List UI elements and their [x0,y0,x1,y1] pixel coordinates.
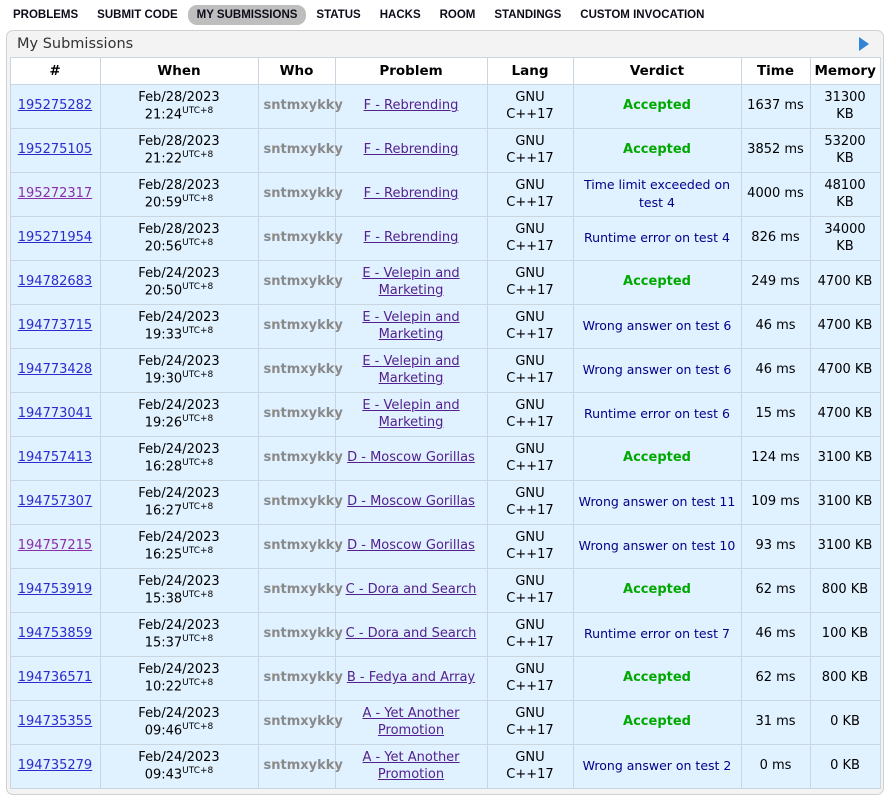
problem-cell [335,173,487,217]
verdict-rejected: Runtime error on test 4 [584,229,730,245]
timezone-label: UTC+8 [182,633,214,644]
submission-id-cell [10,305,100,349]
problem-link[interactable]: F - Rebrending [363,186,459,202]
verdict-accepted: Accepted [623,582,691,598]
verdict-cell [573,657,741,701]
verdict-cell [573,393,741,437]
lang-cell: GNU C++17 [487,437,573,481]
problem-link[interactable]: C - Dora and Search [345,582,477,598]
header-row [10,58,880,85]
submission-id-link[interactable]: 194773715 [17,318,93,334]
participant-name: sntmxykky [263,230,343,246]
when-cell: Feb/28/2023 $20:56^{UTC+8}$ [100,217,258,261]
participant-name: sntmxykky [263,626,343,642]
when-cell: Feb/24/2023 $19:30^{UTC+8}$ [100,349,258,393]
memory-cell: 53200 KB [810,129,880,173]
verdict-accepted: Accepted [623,98,691,114]
submission-id-link[interactable]: 194773428 [17,362,93,378]
verdict-cell [573,349,741,393]
column-header-lang: Lang [487,58,573,85]
submission-row [10,393,880,437]
who-cell [258,349,343,393]
who-cell [258,613,343,657]
submission-row [10,701,880,745]
submission-id-link[interactable]: 194757215 [17,538,93,554]
verdict-cell [573,437,741,481]
lang-cell: GNU C++17 [487,481,573,525]
problem-link[interactable]: F - Rebrending [363,98,459,114]
verdict-rejected: Wrong answer on test 6 [582,361,732,377]
column-header-id: # [10,58,100,85]
problem-link[interactable]: F - Rebrending [363,230,459,246]
memory-cell: 48100 KB [810,173,880,217]
column-header-verdict: Verdict [573,58,741,85]
time-cell: 826 ms [741,217,810,261]
timezone-label: UTC+8 [182,369,214,380]
participant-name: sntmxykky [263,98,343,114]
participant-name: sntmxykky [263,494,343,510]
time-cell: 4000 ms [741,173,810,217]
submission-row [10,173,880,217]
lang-cell: GNU C++17 [487,85,573,129]
when-cell: Feb/24/2023 $16:28^{UTC+8}$ [100,437,258,481]
submission-id-cell [10,481,100,525]
who-cell [258,569,343,613]
verdict-accepted: Accepted [623,274,691,290]
column-header-time: Time [741,58,810,85]
when-cell: Feb/24/2023 $15:37^{UTC+8}$ [100,613,258,657]
submission-id-cell [10,745,100,789]
verdict-rejected: Wrong answer on test 10 [578,537,736,553]
timezone-label: UTC+8 [182,721,214,732]
participant-name: sntmxykky [263,538,343,554]
submission-row [10,437,880,481]
memory-cell: 34000 KB [810,217,880,261]
verdict-cell [573,173,741,217]
verdict-accepted: Accepted [623,142,691,158]
submission-id-link[interactable]: 194735355 [17,714,93,730]
nav-item-hacks[interactable]: HACKS [379,9,421,21]
timezone-label: UTC+8 [182,281,214,292]
submission-row [10,569,880,613]
when-cell: Feb/24/2023 $09:46^{UTC+8}$ [100,701,258,745]
when-cell: Feb/24/2023 $20:50^{UTC+8}$ [100,261,258,305]
verdict-cell [573,701,741,745]
time-cell: 249 ms [741,261,810,305]
memory-cell: 100 KB [810,613,880,657]
panel-caption [7,31,883,57]
problem-link[interactable]: D - Moscow Gorillas [347,538,475,554]
when-cell: Feb/28/2023 $21:24^{UTC+8}$ [100,85,258,129]
participant-name: sntmxykky [263,450,343,466]
collapse-arrow-icon[interactable] [859,37,869,51]
when-cell: Feb/24/2023 $16:27^{UTC+8}$ [100,481,258,525]
problem-cell [335,393,487,437]
problem-cell [335,481,487,525]
lang-cell: GNU C++17 [487,613,573,657]
submission-id-link[interactable]: 195275105 [17,142,93,158]
memory-cell: 800 KB [810,569,880,613]
participant-name: sntmxykky [263,186,343,202]
lang-cell: GNU C++17 [487,393,573,437]
problem-cell [335,437,487,481]
submission-row [10,481,880,525]
memory-cell: 0 KB [810,701,880,745]
submission-id-cell [10,525,100,569]
participant-name: sntmxykky [263,670,343,686]
submission-id-cell [10,261,100,305]
time-cell: 62 ms [741,569,810,613]
verdict-cell [573,217,741,261]
time-cell: 3852 ms [741,129,810,173]
column-header-problem: Problem [335,58,487,85]
timezone-label: UTC+8 [182,501,214,512]
verdict-cell [573,481,741,525]
timezone-label: UTC+8 [182,193,214,204]
who-cell [258,173,343,217]
submission-id-cell [10,217,100,261]
timezone-label: UTC+8 [182,677,214,688]
problem-link[interactable]: C - Dora and Search [345,626,477,642]
timezone-label: UTC+8 [182,545,214,556]
time-cell: 0 ms [741,745,810,789]
verdict-rejected: Wrong answer on test 11 [578,493,736,509]
lang-cell: GNU C++17 [487,657,573,701]
participant-name: sntmxykky [263,714,343,730]
contest-nav [0,0,890,28]
submissions-table [10,57,881,789]
memory-cell: 3100 KB [810,437,880,481]
verdict-rejected: Wrong answer on test 2 [582,757,732,773]
who-cell [258,305,343,349]
problem-link[interactable]: F - Rebrending [363,142,459,158]
who-cell [258,393,343,437]
memory-cell: 4700 KB [810,305,880,349]
when-cell: Feb/24/2023 $16:25^{UTC+8}$ [100,525,258,569]
submission-id-cell [10,569,100,613]
submission-row [10,85,880,129]
participant-name: sntmxykky [263,406,343,422]
submission-id-link[interactable]: 195275282 [17,98,93,114]
who-cell [258,217,343,261]
verdict-cell [573,129,741,173]
submission-row [10,349,880,393]
verdict-rejected: Wrong answer on test 6 [582,317,732,333]
when-cell: Feb/28/2023 $21:22^{UTC+8}$ [100,129,258,173]
timezone-label: UTC+8 [182,105,214,116]
submission-id-link[interactable]: 194736571 [17,670,93,686]
verdict-cell [573,261,741,305]
problem-link[interactable]: A - Yet Another Promotion [362,706,460,738]
verdict-cell [573,525,741,569]
nav-item-standings[interactable]: STANDINGS [494,9,562,21]
submission-row [10,525,880,569]
submission-row [10,745,880,789]
timezone-label: UTC+8 [182,237,214,248]
submission-id-cell [10,393,100,437]
lang-cell: GNU C++17 [487,349,573,393]
submission-row [10,305,880,349]
submission-id-link[interactable]: 194753919 [17,582,93,598]
memory-cell: 3100 KB [810,481,880,525]
submission-row [10,657,880,701]
submission-id-link[interactable]: 194773041 [17,406,93,422]
submission-id-cell [10,657,100,701]
when-cell: Feb/24/2023 $19:33^{UTC+8}$ [100,305,258,349]
who-cell [258,129,343,173]
submission-row [10,217,880,261]
problem-cell [335,217,487,261]
problem-cell [335,745,487,789]
when-cell: Feb/24/2023 $09:43^{UTC+8}$ [100,745,258,789]
participant-name: sntmxykky [263,582,343,598]
submission-id-link[interactable]: 195272317 [17,186,93,202]
nav-item-submit-code[interactable]: SUBMIT CODE [97,9,178,21]
submissions-tbody [10,85,880,789]
lang-cell: GNU C++17 [487,745,573,789]
lang-cell: GNU C++17 [487,129,573,173]
memory-cell: 4700 KB [810,349,880,393]
verdict-rejected: Time limit exceeded on test 4 [583,177,731,210]
submission-id-cell [10,85,100,129]
problem-link[interactable]: E - Velepin and Marketing [362,398,460,430]
problem-link[interactable]: B - Fedya and Array [346,670,476,686]
time-cell: 15 ms [741,393,810,437]
problem-cell [335,305,487,349]
problem-cell [335,569,487,613]
who-cell [258,261,343,305]
lang-cell: GNU C++17 [487,305,573,349]
problem-link[interactable]: E - Velepin and Marketing [362,266,460,298]
memory-cell: 31300 KB [810,85,880,129]
timezone-label: UTC+8 [182,413,214,424]
problem-cell [335,657,487,701]
verdict-cell [573,305,741,349]
submission-id-cell [10,173,100,217]
who-cell [258,657,343,701]
submission-id-link[interactable]: 194782683 [17,274,93,290]
participant-name: sntmxykky [263,758,343,774]
timezone-label: UTC+8 [182,589,214,600]
time-cell: 93 ms [741,525,810,569]
column-header-when: When [100,58,258,85]
timezone-label: UTC+8 [182,765,214,776]
problem-link[interactable]: A - Yet Another Promotion [362,750,460,782]
submission-id-cell [10,349,100,393]
nav-item-my-submissions[interactable]: MY SUBMISSIONS [188,5,307,25]
time-cell: 62 ms [741,657,810,701]
when-cell: Feb/24/2023 $10:22^{UTC+8}$ [100,657,258,701]
submission-row [10,129,880,173]
verdict-accepted: Accepted [623,450,691,466]
lang-cell: GNU C++17 [487,217,573,261]
problem-link[interactable]: E - Velepin and Marketing [362,354,460,386]
time-cell: 1637 ms [741,85,810,129]
column-header-who: Who [258,58,335,85]
verdict-cell [573,745,741,789]
panel-title: My Submissions [17,36,134,52]
verdict-cell [573,85,741,129]
who-cell [258,525,343,569]
submission-id-link[interactable]: 194753859 [17,626,93,642]
time-cell: 124 ms [741,437,810,481]
nav-item-custom-invocation[interactable]: CUSTOM INVOCATION [580,9,705,21]
my-submissions-panel [6,30,884,795]
problem-cell [335,525,487,569]
time-cell: 109 ms [741,481,810,525]
when-cell: Feb/28/2023 $20:59^{UTC+8}$ [100,173,258,217]
time-cell: 46 ms [741,305,810,349]
nav-item-room[interactable]: ROOM [439,9,476,21]
column-header-memory: Memory [810,58,880,85]
verdict-rejected: Runtime error on test 6 [584,405,730,421]
submission-id-link[interactable]: 194735279 [17,758,93,774]
problem-link[interactable]: D - Moscow Gorillas [347,494,475,510]
timezone-label: UTC+8 [182,325,214,336]
submission-id-link[interactable]: 194757307 [17,494,93,510]
memory-cell: 800 KB [810,657,880,701]
memory-cell: 3100 KB [810,525,880,569]
problem-cell [335,701,487,745]
memory-cell: 0 KB [810,745,880,789]
problem-link[interactable]: E - Velepin and Marketing [362,310,460,342]
timezone-label: UTC+8 [182,457,214,468]
memory-cell: 4700 KB [810,261,880,305]
lang-cell: GNU C++17 [487,261,573,305]
verdict-accepted: Accepted [623,670,691,686]
who-cell [258,481,343,525]
submission-id-link[interactable]: 195271954 [17,230,93,246]
nav-item-status[interactable]: STATUS [316,9,361,21]
participant-name: sntmxykky [263,318,343,334]
verdict-cell [573,613,741,657]
verdict-accepted: Accepted [623,714,691,730]
submission-row [10,613,880,657]
time-cell: 46 ms [741,613,810,657]
submission-id-cell [10,613,100,657]
problem-cell [335,261,487,305]
submission-id-link[interactable]: 194757413 [17,450,93,466]
verdict-cell [573,569,741,613]
lang-cell: GNU C++17 [487,525,573,569]
who-cell [258,701,343,745]
problem-cell [335,349,487,393]
submission-row [10,261,880,305]
time-cell: 46 ms [741,349,810,393]
participant-name: sntmxykky [263,142,343,158]
problem-cell [335,85,487,129]
who-cell [258,437,343,481]
lang-cell: GNU C++17 [487,173,573,217]
submission-id-cell [10,129,100,173]
lang-cell: GNU C++17 [487,569,573,613]
memory-cell: 4700 KB [810,393,880,437]
timezone-label: UTC+8 [182,149,214,160]
who-cell [258,85,343,129]
time-cell: 31 ms [741,701,810,745]
who-cell [258,745,343,789]
nav-item-problems[interactable]: PROBLEMS [13,9,79,21]
when-cell: Feb/24/2023 $15:38^{UTC+8}$ [100,569,258,613]
submission-id-cell [10,701,100,745]
lang-cell: GNU C++17 [487,701,573,745]
problem-cell [335,129,487,173]
participant-name: sntmxykky [263,274,343,290]
when-cell: Feb/24/2023 $19:26^{UTC+8}$ [100,393,258,437]
participant-name: sntmxykky [263,362,343,378]
problem-cell [335,613,487,657]
submission-id-cell [10,437,100,481]
verdict-rejected: Runtime error on test 7 [584,625,730,641]
problem-link[interactable]: D - Moscow Gorillas [347,450,475,466]
